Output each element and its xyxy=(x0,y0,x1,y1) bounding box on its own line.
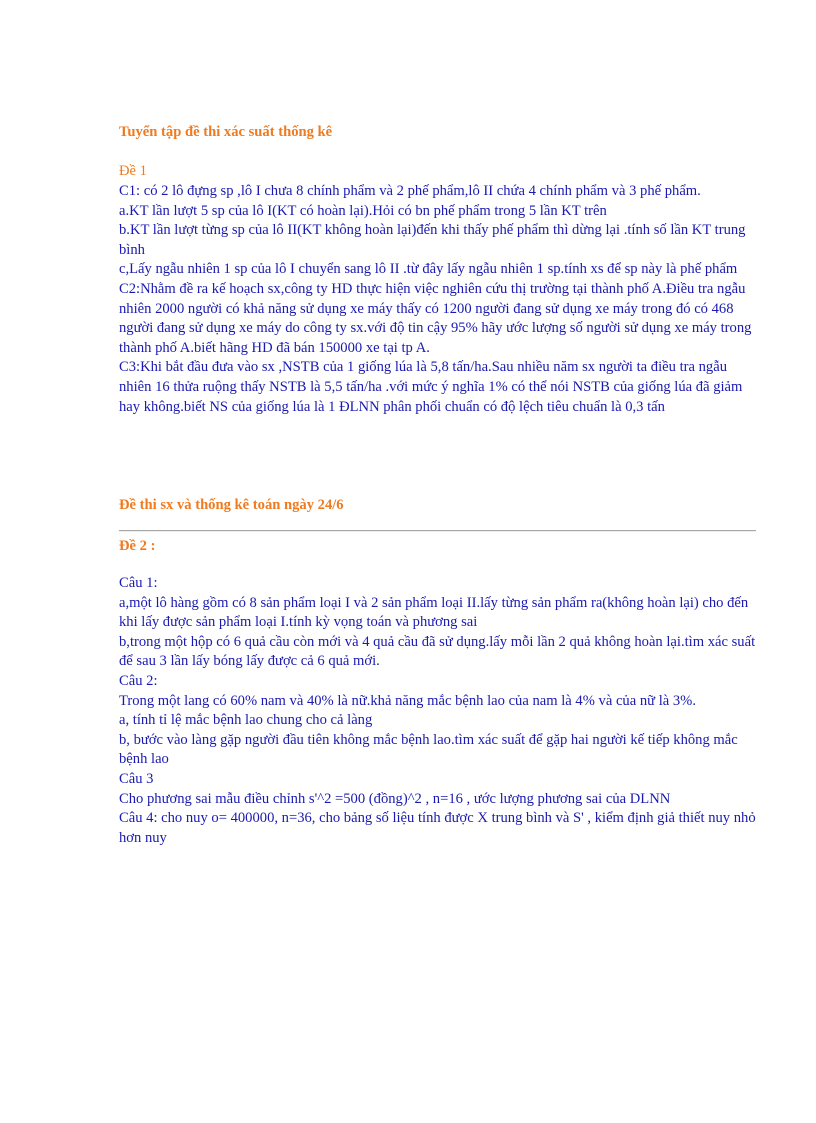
exam-2-cau-2b: b, bước vào làng gặp người đầu tiên không mắc bệnh lao.tìm xác suất để gặp hai người kế tiếp không mắc bệnh lao xyxy=(119,731,738,768)
exam-2-cau-3-label: Câu 3 xyxy=(119,770,154,787)
exam-2-label: Đề 2 : xyxy=(119,538,156,554)
exam-1-label: Đề 1 xyxy=(119,163,147,179)
exam-2-heading: Đề thi sx và thống kê toán ngày 24/6 xyxy=(119,497,344,513)
exam-2-cau-2-label: Câu 2: xyxy=(119,672,158,689)
exam-1-question-1c: c,Lấy ngẫu nhiên 1 sp của lô I chuyển sang lô II .từ đây lấy ngẫu nhiên 1 sp.tính xs để sp này là phế phẩm xyxy=(119,261,738,278)
exam-1-question-1a: a.KT lần lượt 5 sp của lô I(KT có hoàn lại).Hỏi có bn phế phẩm trong 5 lần KT trên xyxy=(119,202,607,219)
exam-2-cau-1b: b,trong một hộp có 6 quả cầu còn mới và 4 quả cầu đã sử dụng.lấy mỗi lần 2 quả không hoàn lại.tìm xác suất để sau 3 lần lấy bóng lấy được cả 6 quả mới. xyxy=(119,633,756,670)
exam-2-cau-4: Câu 4: cho nuy o= 400000, n=36, cho bảng số liệu tính được X trung bình và S' , kiểm định giả thiết nuy nhỏ hơn nuy xyxy=(119,810,756,846)
horizontal-divider xyxy=(119,530,756,532)
exam-2-content xyxy=(119,574,759,848)
exam-2-cau-3-text: Cho phương sai mẫu điều chỉnh s'^2 =500 (đồng)^2 , n=16 , ước lượng phương sai của DLNN xyxy=(119,790,671,807)
document-title: Tuyển tập đề thi xác suất thống kê xyxy=(119,124,333,140)
exam-1-question-2: C2:Nhằm đề ra kế hoạch sx,công ty HD thực hiện việc nghiên cứu thị trường tại thành phố A.Điều tra ngẫu nhiên 2000 người có khả năng sử dụng xe máy thấy có 1200 người đang sử dụng xe máy trong đó có 468 người đang sử dụng xe máy do công ty sx.với độ tin cậy 95% hãy ước lượng số người sử dụng xe máy trong thành phố A.biết hãng HD đã bán 150000 xe tại tp A. xyxy=(119,280,752,356)
exam-1-content xyxy=(119,182,759,417)
exam-1-question-1b: b.KT lần lượt từng sp của lô II(KT không hoàn lại)đến khi thấy phế phẩm thì dừng lại .tính số lần KT trung bình xyxy=(119,222,746,258)
exam-2-cau-1-label: Câu 1: xyxy=(119,575,158,591)
exam-2-cau-2a: a, tính tỉ lệ mắc bệnh lao chung cho cả làng xyxy=(119,712,373,729)
exam-1-question-3: C3:Khi bắt đầu đưa vào sx ,NSTB của 1 giống lúa là 5,8 tấn/ha.Sau nhiều năm sx người ta điều tra ngẫu nhiên 16 thửa ruộng thấy NSTB là 5,5 tấn/ha .với mức ý nghĩa 1% có thể nói NSTB của giống lúa đã giảm hay không.biết NS của giống lúa là 1 ĐLNN phân phối chuẩn có độ lệch tiêu chuẩn là 0,3 tấn xyxy=(119,359,743,415)
exam-2-cau-1a: a,một lô hàng gồm có 8 sản phẩm loại I và 2 sản phẩm loại II.lấy từng sản phẩm ra(không hoàn lại) cho đến khi lấy được sản phẩm loại I.tính kỳ vọng toán và phương sai xyxy=(119,594,749,631)
exam-1-question-1: C1: có 2 lô đựng sp ,lô I chưa 8 chính phẩm và 2 phế phẩm,lô II chứa 4 chính phẩm và 3 phế phẩm. xyxy=(119,183,701,199)
exam-2-cau-2-text: Trong một lang có 60% nam và 40% là nữ.khả năng mắc bệnh lao của nam là 4% và của nữ là 3%. xyxy=(119,692,696,709)
